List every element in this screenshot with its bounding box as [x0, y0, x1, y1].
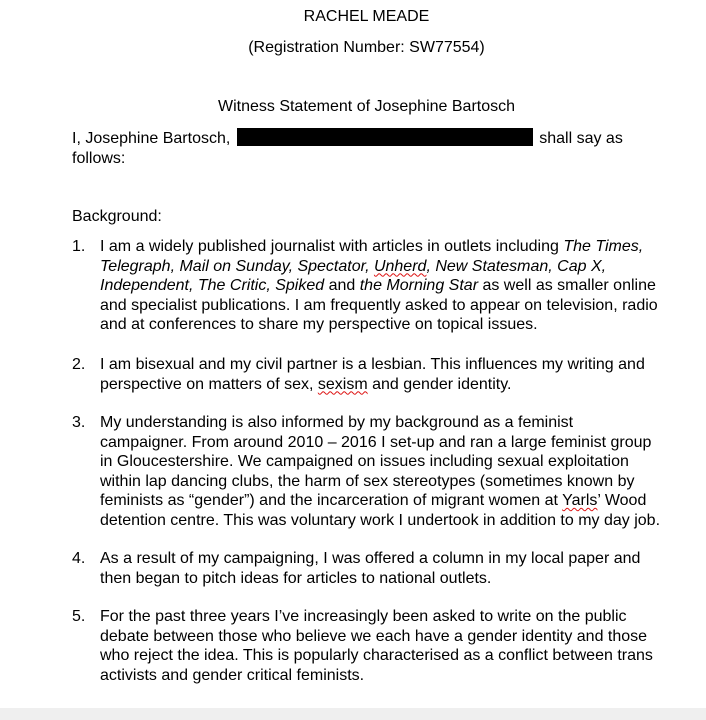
spellcheck-word: Yarls: [562, 492, 598, 509]
spellcheck-word: Unherd: [373, 257, 427, 275]
paragraph-number: 1.: [72, 238, 86, 255]
redaction-bar: [237, 128, 533, 146]
text-run: I am bisexual and my civil partner is a lesbian. This influences my writing and perspective on matters of sex,: [100, 356, 645, 393]
party-name: RACHEL MEADE: [303, 8, 430, 25]
intro-text-line2: follows:: [72, 150, 126, 167]
spellcheck-word: sexism: [317, 375, 368, 393]
page-gap: [0, 708, 706, 720]
intro-text-start: I, Josephine Bartosch,: [72, 130, 231, 147]
text-run: as well as smaller online and specialist publications. I am frequently asked to appear on television, radio and at conferences to share my perspective on topical issues.: [100, 277, 658, 333]
registration-number: (Registration Number: SW77554): [248, 39, 485, 56]
text-run: I am a widely published journalist with articles in outlets including: [100, 238, 564, 255]
outlet-names: , New Statesman, Cap X, Independent, The Critic, Spiked: [100, 257, 607, 294]
text-run: ’ Wood detention centre. This was voluntary work I undertook in addition to my day job.: [100, 492, 661, 529]
statement-title: Witness Statement of Josephine Bartosch: [217, 98, 516, 115]
intro-text-end: shall say as: [539, 130, 623, 147]
outlet-names: the Morning Star: [359, 277, 479, 294]
paragraph-text: [100, 355, 660, 394]
text-run: My understanding is also informed by my background as a feminist campaigner. From around 2010 – 2016 I set-up and ran a large feminist group in Gloucestershire. We campaigned on issues including sexual exploitation within lap dancing clubs, the harm of sex stereotypes (sometimes known by feminists as “gender”) and the incarceration of migrant women at: [100, 414, 652, 509]
paragraph-text: As a result of my campaigning, I was offered a column in my local paper and then began to pitch ideas for articles to national outlets.: [100, 550, 641, 587]
paragraph-text: [100, 237, 660, 335]
text-run: and: [324, 277, 360, 294]
paragraph-number: 3.: [72, 414, 86, 431]
paragraph-text: For the past three years I’ve increasingly been asked to write on the public debate between those who believe we each have a gender identity and those who reject the idea. This is popularly characterised as a conflict between trans activists and gender critical feminists.: [100, 608, 653, 684]
paragraph-number: 2.: [72, 356, 86, 373]
outlet-names: The Times, Telegraph, Mail on Sunday, Spectator,: [100, 238, 644, 275]
section-heading: Background:: [72, 208, 162, 225]
paragraph-number: 4.: [72, 550, 86, 567]
paragraph-text: [100, 413, 660, 530]
text-run: and gender identity.: [367, 375, 512, 393]
paragraph-number: 5.: [72, 608, 86, 625]
intro-paragraph: [72, 128, 632, 169]
